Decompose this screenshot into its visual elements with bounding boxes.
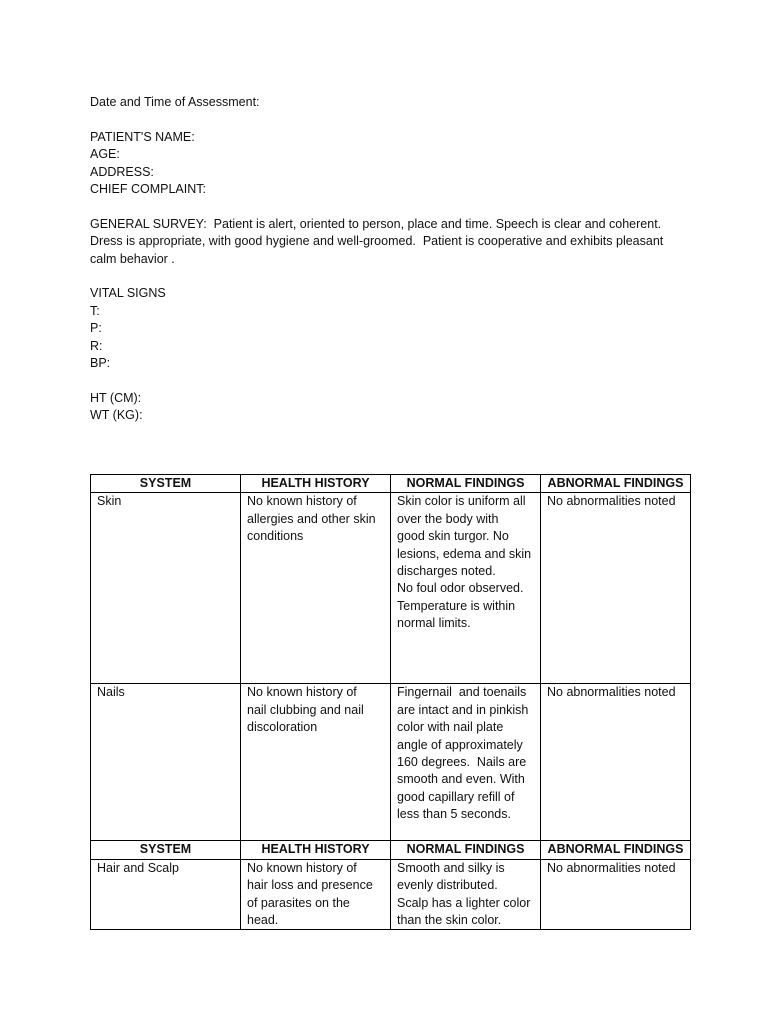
table-row (91, 684, 691, 841)
vital-respiration-label: R: (90, 338, 103, 353)
table-row (91, 493, 691, 684)
header-abnormal-findings: ABNORMAL FINDINGS (541, 841, 691, 859)
cell-line: Temperature is within (397, 598, 516, 613)
cell-line: over the body with (397, 511, 499, 526)
table-header-row (91, 475, 691, 493)
cell-line: discoloration (247, 720, 318, 735)
date-time-label: Date and Time of Assessment: (90, 95, 260, 109)
header-health-history: HEALTH HISTORY (241, 841, 391, 859)
cell-line: lesions, edema and skin (397, 546, 532, 561)
header-normal-findings: NORMAL FINDINGS (391, 475, 541, 493)
address-label: ADDRESS: (90, 164, 154, 179)
cell-line: good capillary refill of (397, 789, 515, 804)
cell-line: Skin color is uniform all (397, 494, 526, 509)
cell-health-history (241, 684, 391, 841)
header-system: SYSTEM (91, 841, 241, 859)
cell-line: No known history of (247, 494, 357, 509)
vital-signs-heading: VITAL SIGNS (90, 286, 166, 301)
patient-name-label: PATIENT'S NAME: (90, 129, 195, 144)
cell-line: color with nail plate (397, 720, 504, 735)
weight-label: WT (KG): (90, 408, 143, 423)
cell-line: are intact and in pinkish (397, 702, 529, 717)
cell-line: hair loss and presence (247, 878, 373, 893)
vital-temperature-label: T: (90, 303, 100, 318)
cell-line: nail clubbing and nail (247, 702, 364, 717)
cell-line: allergies and other skin (247, 511, 376, 526)
table-header-row (91, 841, 691, 859)
cell-line: Fingernail and toenails (397, 685, 527, 700)
cell-normal-findings (391, 859, 541, 930)
assessment-table-wrapper (90, 474, 691, 930)
header-system: SYSTEM (91, 475, 241, 493)
header-normal-findings: NORMAL FINDINGS (391, 841, 541, 859)
cell-line: of parasites on the (247, 895, 350, 910)
height-label: HT (CM): (90, 390, 142, 405)
assessment-header (90, 94, 690, 425)
cell-line: less than 5 seconds. (397, 807, 511, 822)
cell-line: Smooth and silky is (397, 860, 505, 875)
table-row (91, 859, 691, 930)
header-abnormal-findings: ABNORMAL FINDINGS (541, 475, 691, 493)
cell-health-history (241, 493, 391, 684)
header-health-history: HEALTH HISTORY (241, 475, 391, 493)
chief-complaint-label: CHIEF COMPLAINT: (90, 182, 206, 197)
cell-abnormal-findings: No abnormalities noted (541, 493, 691, 684)
cell-line: Scalp has a lighter color (397, 895, 531, 910)
cell-line: than the skin color. (397, 913, 502, 928)
cell-line: 160 degrees. Nails are (397, 755, 527, 770)
cell-system: Skin (91, 493, 241, 684)
cell-line: No known history of (247, 685, 357, 700)
cell-normal-findings (391, 684, 541, 841)
vital-bp-label: BP: (90, 356, 111, 371)
cell-line: No known history of (247, 860, 357, 875)
cell-line: evenly distributed. (397, 878, 498, 893)
vital-pulse-label: P: (90, 321, 102, 336)
general-survey-line: calm behavior . (90, 251, 175, 266)
cell-line: discharges noted. (397, 564, 496, 579)
cell-line: head. (247, 913, 279, 928)
cell-line: good skin turgor. No (397, 529, 509, 544)
cell-system: Hair and Scalp (91, 859, 241, 930)
cell-system: Nails (91, 684, 241, 841)
cell-line: No foul odor observed. (397, 581, 524, 596)
cell-line: normal limits. (397, 616, 471, 631)
cell-abnormal-findings: No abnormalities noted (541, 684, 691, 841)
assessment-table (90, 474, 691, 930)
general-survey-line: Dress is appropriate, with good hygiene and well-groomed. Patient is cooperative and exhibits pleasant (90, 234, 664, 249)
cell-line: smooth and even. With (397, 772, 525, 787)
cell-line: conditions (247, 529, 304, 544)
age-label: AGE: (90, 147, 120, 162)
cell-abnormal-findings: No abnormalities noted (541, 859, 691, 930)
general-survey-line: GENERAL SURVEY: Patient is alert, oriented to person, place and time. Speech is clear and coherent. (90, 216, 662, 231)
cell-health-history (241, 859, 391, 930)
general-survey-paragraph (90, 216, 690, 268)
cell-line: angle of approximately (397, 737, 523, 752)
cell-normal-findings (391, 493, 541, 684)
